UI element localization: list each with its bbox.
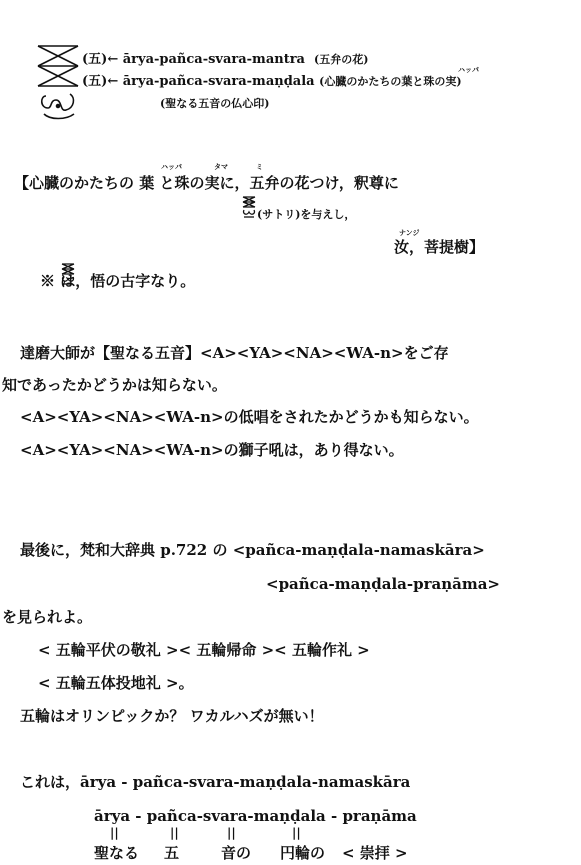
quote-line-3: 汝，菩提樹】	[394, 238, 485, 256]
paragraph-3: <A><YA><NA><WA-n>の獅子吼は，あり得ない。	[20, 441, 404, 459]
gloss-five: 五	[164, 844, 180, 862]
header-line-2-number: (五)	[82, 74, 108, 89]
equivalence-mark: ||	[292, 826, 301, 840]
paragraph-8b: ārya - pañca-svara-maṇḍala - praṇāma	[94, 807, 417, 825]
paragraph-1a: 達磨大師が【聖なる五音】<A><YA><NA><WA-n>をご存	[20, 344, 449, 362]
header-line-1-number: (五)	[82, 52, 108, 67]
gloss-worship: < 崇拝 >	[342, 844, 408, 862]
paragraph-8a: これは，ārya - pañca-svara-maṇḍala-namaskāra	[20, 773, 411, 791]
left-arrow-icon: ←	[107, 52, 119, 67]
header-line-1-gloss: (五弁の花)	[314, 53, 369, 66]
paragraph-4b: <pañca-maṇḍala-praṇāma>	[266, 575, 501, 593]
header-ruby-happa: ハッパ	[458, 65, 479, 74]
satori-glyph-icon	[241, 195, 257, 219]
gloss-sacred: 聖なる	[94, 844, 140, 862]
satori-symbol-icon	[36, 44, 82, 122]
paragraph-1b: 知であったかどうかは知らない。	[2, 376, 227, 394]
paragraph-4a: 最後に，梵和大辞典 p.722 の <pañca-maṇḍala-namaskāra>	[20, 541, 485, 559]
paragraph-2: <A><YA><NA><WA-n>の低唱をされたかどうかも知らない。	[20, 408, 479, 426]
quote-line-1: 【心臓のかたちの 葉 と珠の実に，五弁の花つけ，釈尊に	[14, 174, 399, 192]
left-arrow-icon: ←	[107, 74, 119, 89]
quote-note: ※ は，悟の古字なり。	[40, 272, 196, 290]
header-line-2-text: ārya-pañca-svara-maṇḍala	[122, 74, 315, 89]
gloss-circle: 円輪の	[280, 844, 326, 862]
equivalence-mark: ||	[170, 826, 179, 840]
quote-ruby-nanji: ナンジ	[399, 228, 420, 237]
equivalence-mark: ||	[110, 826, 119, 840]
gloss-sound: 音の	[221, 844, 252, 862]
header-line-2	[82, 72, 462, 92]
quote-ruby-mi: ミ	[256, 162, 263, 171]
header-line-3: (聖なる五音の仏心印)	[160, 97, 270, 110]
equivalence-mark: ||	[227, 826, 236, 840]
satori-reading: (サトリ)を与えし，	[257, 208, 356, 221]
paragraph-7: 五輪はオリンピックか？ ワカルハズが無い！	[20, 707, 324, 725]
paragraph-5: < 五輪平伏の敬礼 >< 五輪帰命 >< 五輪作礼 >	[38, 641, 370, 659]
quote-line-2	[257, 203, 355, 225]
header-line-1	[82, 50, 368, 70]
paragraph-6: < 五輪五体投地礼 >。	[38, 674, 194, 692]
quote-ruby-happa: ハッパ	[161, 162, 182, 171]
header-line-1-text: ārya-pañca-svara-mantra	[122, 52, 305, 67]
header-line-2-gloss: (心臓のかたちの葉と珠の実)	[319, 75, 462, 88]
paragraph-4c: を見られよ。	[2, 608, 93, 626]
quote-ruby-tama: タマ	[214, 162, 228, 171]
